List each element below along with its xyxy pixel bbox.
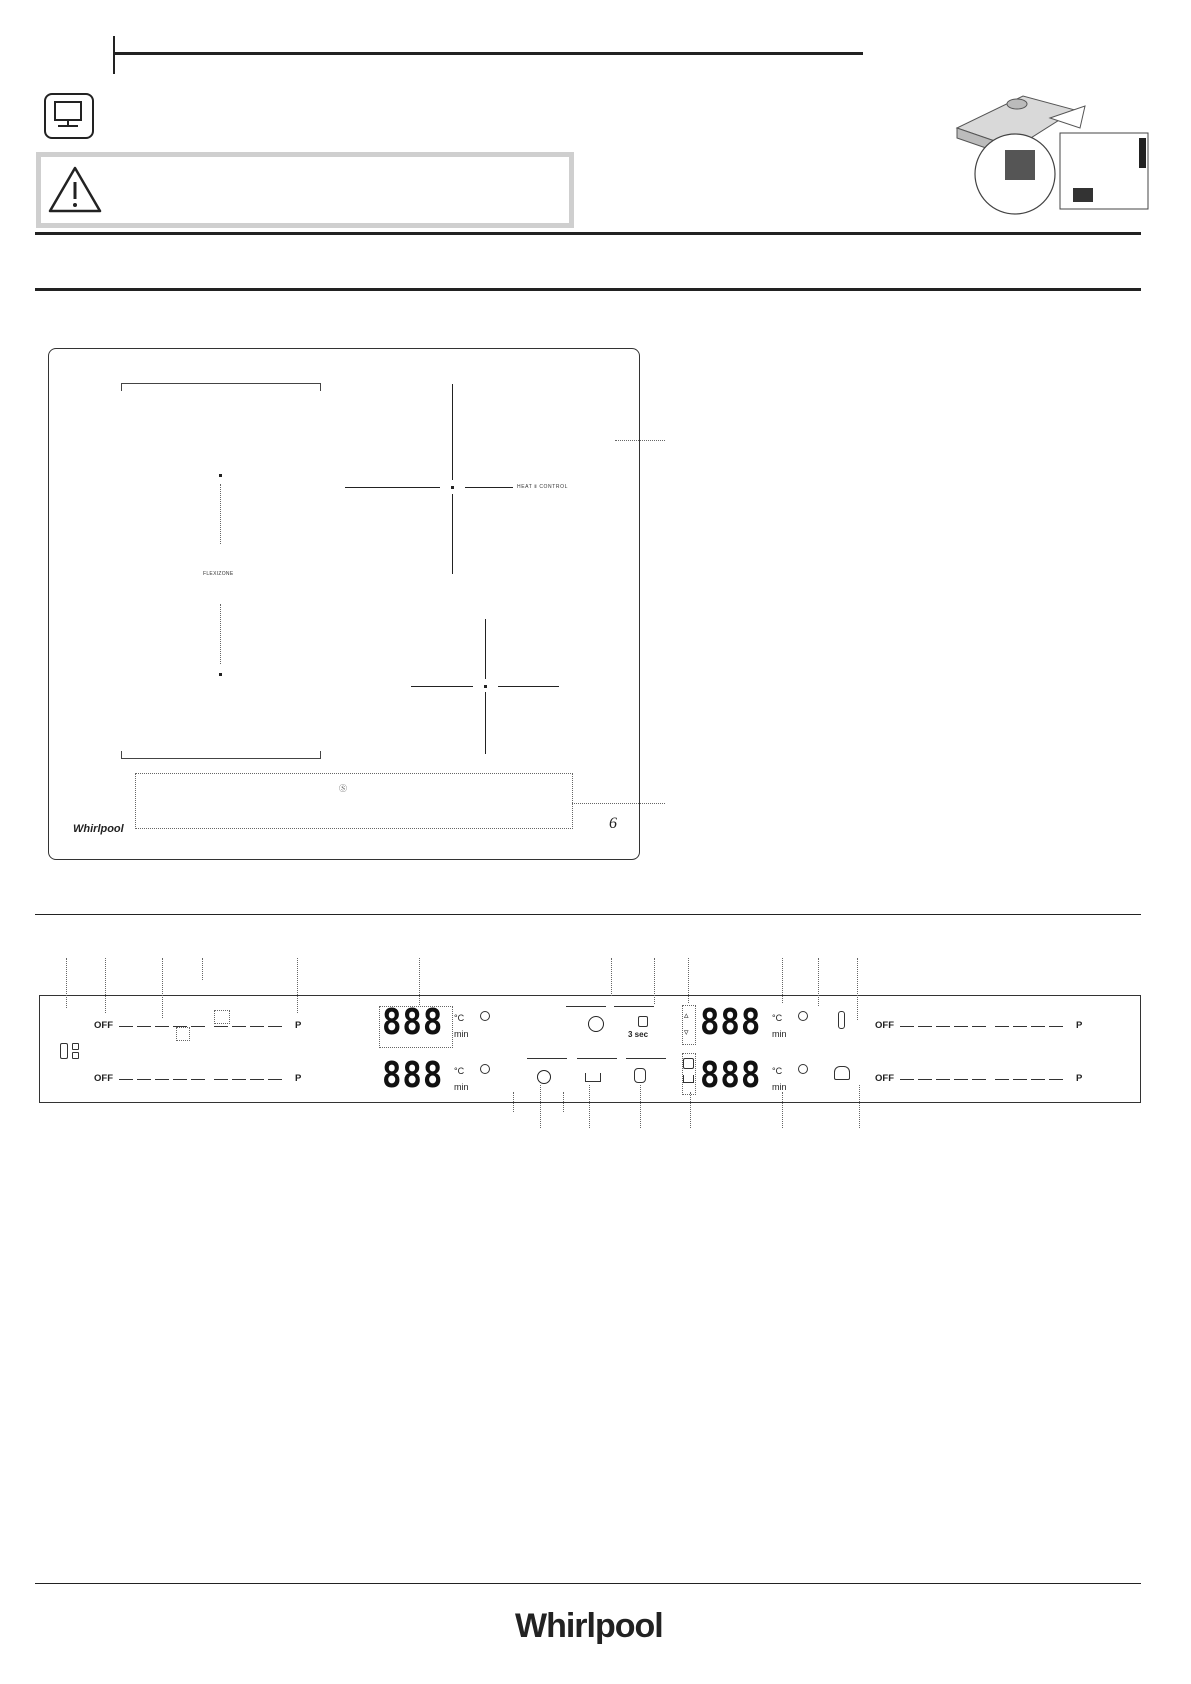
chef-hat-icon[interactable] (834, 1066, 850, 1080)
hob-callout-2 (572, 803, 665, 804)
slider-dash (119, 1026, 133, 1027)
zone-large-vertical-bottom (452, 494, 453, 574)
slider-dash (1031, 1026, 1045, 1027)
callout-line (688, 958, 689, 1003)
unit-min: min (454, 1029, 469, 1039)
slider-dash (268, 1079, 282, 1080)
slider-dash (1031, 1079, 1045, 1080)
left-bottom-p[interactable]: P (295, 1073, 302, 1084)
callout-line (859, 1085, 860, 1128)
flexizone-marker-top (219, 474, 222, 477)
slider-dash (900, 1079, 914, 1080)
slider-dash (214, 1026, 228, 1027)
slider-dash (936, 1079, 950, 1080)
callout-line (611, 958, 612, 996)
timer-icon[interactable] (480, 1064, 490, 1074)
callout-line (690, 1092, 691, 1128)
slider-dash (155, 1079, 169, 1080)
zone-large-horizontal-left (345, 487, 440, 488)
footer-brand-logo: Whirlpool (515, 1607, 663, 1645)
left-top-p[interactable]: P (295, 1020, 302, 1031)
slider-dash (1049, 1079, 1063, 1080)
slider-dash (119, 1079, 133, 1080)
slider-dash (232, 1079, 246, 1080)
callout-line (540, 1085, 541, 1128)
slider-dash (1049, 1026, 1063, 1027)
right-bottom-off[interactable]: OFF (875, 1073, 894, 1084)
callout-line (202, 958, 203, 980)
hob-callout-1 (615, 440, 665, 441)
callout-line (589, 1085, 590, 1128)
flexizone-marker-bottom (219, 673, 222, 676)
slider-dash (173, 1079, 187, 1080)
control-panel (39, 995, 1141, 1103)
footer-rule (35, 1583, 1141, 1584)
unit-min: min (454, 1082, 469, 1092)
slider-dash (972, 1026, 986, 1027)
slider-dash (250, 1079, 264, 1080)
unit-min: min (772, 1082, 787, 1092)
zone-small-horizontal-left (411, 686, 473, 687)
timer-icon[interactable] (480, 1011, 490, 1021)
slider-dash (918, 1079, 932, 1080)
level-low-box (176, 1027, 190, 1041)
right-top-p[interactable]: P (1076, 1020, 1083, 1031)
callout-line (640, 1085, 641, 1128)
slider-dash (137, 1026, 151, 1027)
bridge-icon-bottom (72, 1052, 79, 1059)
center-dash (626, 1058, 666, 1059)
zone-large-vertical-top (452, 384, 453, 480)
callout-line (654, 958, 655, 1004)
warning-box (36, 152, 574, 228)
callout-line (66, 958, 67, 1008)
right-top-off[interactable]: OFF (875, 1020, 894, 1031)
callout-line (105, 958, 106, 1013)
slider-dash (1013, 1026, 1027, 1027)
section-rule-3 (35, 914, 1141, 915)
hob-brand-logo: Whirlpool (73, 823, 124, 835)
callout-line (818, 958, 819, 1006)
callout-line (782, 1092, 783, 1128)
arrow-down-icon[interactable]: ▿ (684, 1027, 689, 1037)
callout-line (563, 1092, 564, 1112)
slider-dash (918, 1026, 932, 1027)
unit-c: °C (454, 1013, 465, 1023)
right-bottom-p[interactable]: P (1076, 1073, 1083, 1084)
keep-warm-icon[interactable] (683, 1058, 694, 1069)
slider-dash (1013, 1079, 1027, 1080)
slider-dash (191, 1079, 205, 1080)
left-bottom-off[interactable]: OFF (94, 1073, 113, 1084)
slider-dash (250, 1026, 264, 1027)
callout-line (782, 958, 783, 1003)
display-top-left: 888 (382, 1002, 444, 1043)
callout-line (857, 958, 858, 1020)
lock-icon[interactable] (638, 1016, 648, 1027)
center-dash (577, 1058, 617, 1059)
lock-label: 3 sec (628, 1030, 649, 1039)
pause-icon[interactable] (585, 1073, 601, 1082)
timer-icon[interactable] (798, 1064, 808, 1074)
unit-c: °C (772, 1066, 783, 1076)
slider-dash (268, 1026, 282, 1027)
flexizone-dotted-bottom (220, 604, 221, 664)
callout-line (419, 958, 420, 1005)
callout-line (162, 958, 163, 1018)
callout-line (513, 1092, 514, 1112)
unit-c: °C (772, 1013, 783, 1023)
slider-dash (954, 1079, 968, 1080)
top-rule-tick (113, 36, 115, 74)
unit-min: min (772, 1029, 787, 1039)
hob-outline (48, 348, 640, 860)
level-high-box (214, 1010, 230, 1024)
slider-dash (900, 1026, 914, 1027)
flexi-icon (60, 1043, 68, 1059)
center-dash (527, 1058, 567, 1059)
slider-dash (954, 1026, 968, 1027)
flexizone-dotted-top (220, 484, 221, 544)
thermometer-icon[interactable] (838, 1011, 845, 1029)
zone-small-vertical-bottom (485, 692, 486, 754)
zone-large-center (451, 486, 454, 489)
power-button[interactable] (588, 1016, 604, 1032)
top-rule (113, 52, 863, 55)
power-symbol: Ⓢ (339, 784, 347, 793)
slider-dash (972, 1079, 986, 1080)
control-area-box (135, 773, 573, 829)
slider-dash (137, 1079, 151, 1080)
left-top-off[interactable]: OFF (94, 1020, 113, 1031)
unit-c: °C (454, 1066, 465, 1076)
zone-small-vertical-top (485, 619, 486, 679)
display-top-right: 888 (700, 1002, 762, 1043)
section-rule-1 (35, 232, 1141, 235)
arrow-up-icon[interactable]: ▵ (684, 1010, 689, 1020)
slider-dash (995, 1026, 1009, 1027)
melt-icon[interactable] (683, 1075, 694, 1083)
callout-line (297, 958, 298, 1013)
display-bottom-right: 888 (700, 1055, 762, 1096)
slider-dash (191, 1026, 205, 1027)
heat-control-label: HEAT Ⅱ CONTROL (517, 484, 568, 490)
display-bottom-left: 888 (382, 1055, 444, 1096)
timer-button[interactable] (537, 1070, 551, 1084)
flexizone-bracket-top (121, 383, 321, 391)
slider-dash (155, 1026, 169, 1027)
slider-dash (995, 1079, 1009, 1080)
monitor-icon (44, 93, 94, 139)
slider-dash (232, 1026, 246, 1027)
zone-large-horizontal-right (465, 487, 513, 488)
zone-small-horizontal-right (498, 686, 559, 687)
center-dash (614, 1006, 654, 1007)
gesture-icon[interactable] (634, 1068, 646, 1083)
center-dash (566, 1006, 606, 1007)
flexizone-bracket-bottom (121, 751, 321, 759)
sense-badge: 6 (609, 815, 617, 832)
section-rule-2 (35, 288, 1141, 291)
slider-dash (936, 1026, 950, 1027)
timer-icon[interactable] (798, 1011, 808, 1021)
zone-small-center (484, 685, 487, 688)
slider-dash (214, 1079, 228, 1080)
flexizone-label: FLEXIZONE (203, 571, 234, 577)
product-label-illustration (955, 88, 1150, 218)
bridge-icon-top (72, 1043, 79, 1050)
warning-triangle-icon (47, 165, 103, 215)
